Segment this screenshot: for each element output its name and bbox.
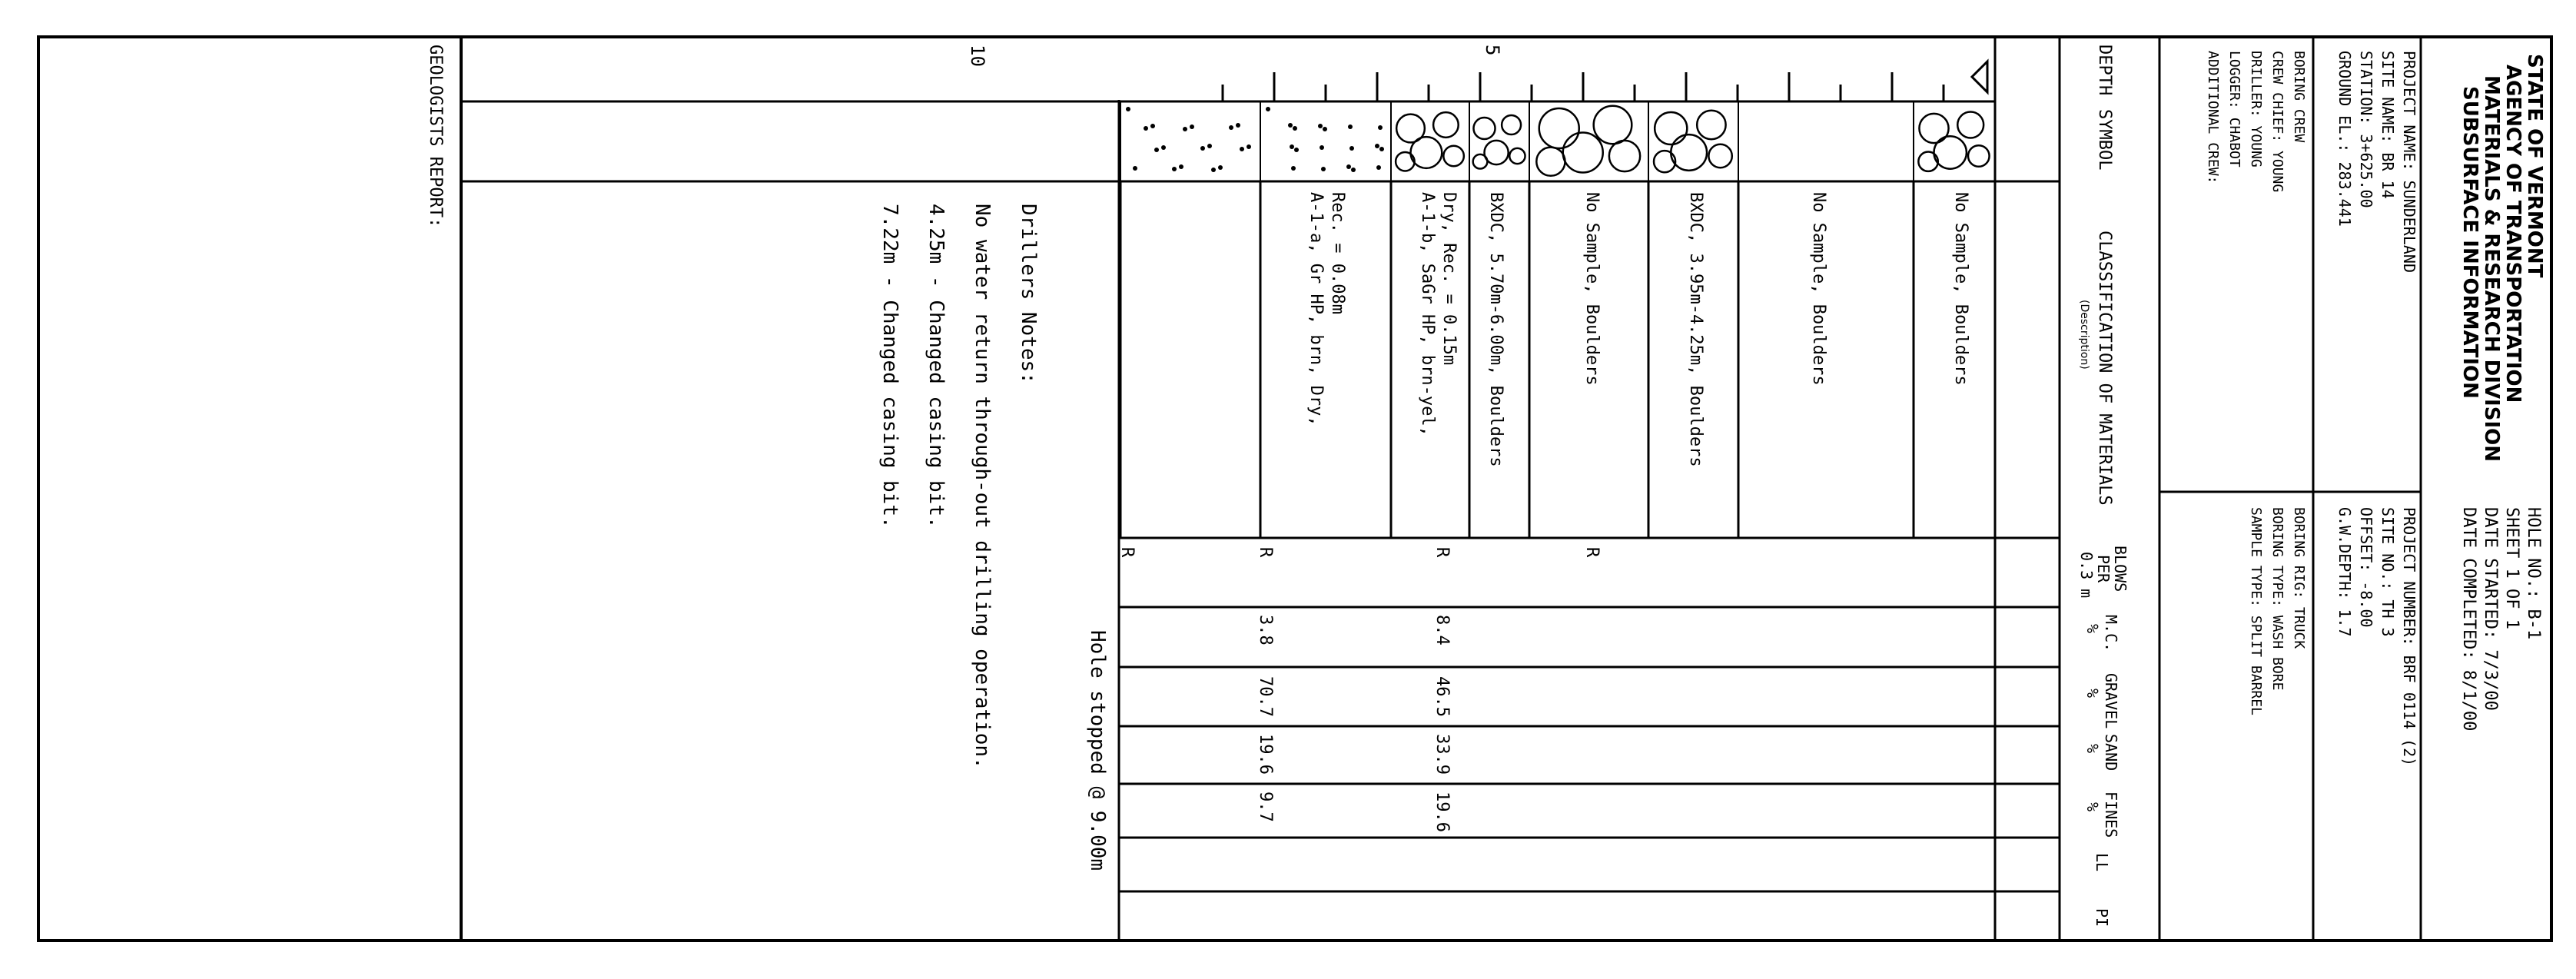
col-header-blows-2: PER [2094, 555, 2113, 583]
project-left-line: PROJECT NAME: SUNDERLAND [2400, 51, 2418, 273]
col-header-symbol: SYMBOL [2095, 109, 2114, 171]
crew-left-line: DRILLER: YOUNG [2248, 51, 2264, 168]
crew-left-line: LOGGER: CHABOT [2226, 51, 2242, 168]
blows-value: R [1432, 547, 1452, 558]
project-right-line: SITE NO.: TH 3 [2378, 507, 2397, 637]
agency-line: AGENCY OF TRANSPORTATION [2501, 65, 2525, 403]
hole-stopped-note: Hole stopped @ 9.00m [1086, 630, 1109, 871]
layer-description: BXDC, 5.70m-6.00m, Boulders [1486, 192, 1505, 467]
hole-info-line: DATE COMPLETED: 8/1/00 [2459, 507, 2478, 732]
drillers-note-line: No water return through-out drilling operation. [971, 204, 994, 769]
project-left-line: GROUND EL.: 283.441 [2335, 51, 2354, 227]
project-right-line: PROJECT NUMBER: BRF 0114 (2) [2400, 507, 2418, 767]
layer-description: Dry, Rec. = 0.15m [1439, 192, 1459, 366]
drillers-notes-title: Drillers Notes: [1017, 204, 1040, 384]
agency-line: STATE OF VERMONT [2523, 54, 2546, 278]
col-header-mc: M.C. [2102, 615, 2120, 652]
crew-left-line: ADDITIONAL CREW: [2205, 51, 2221, 184]
col-header-ll: LL [2093, 853, 2111, 872]
fines-value: 9.7 [1256, 791, 1275, 822]
crew-right-line: SAMPLE TYPE: SPLIT BARREL [2248, 507, 2264, 715]
blows-value: R [1582, 547, 1602, 558]
crew-right-line: BORING TYPE: WASH BORE [2269, 507, 2286, 691]
sand-value: 19.6 [1256, 734, 1275, 775]
blows-value: R [1256, 547, 1275, 558]
col-header-blows-3: 0.3 m [2077, 552, 2096, 599]
depth-label-10: 10 [967, 45, 988, 67]
fines-value: 19.6 [1432, 791, 1452, 832]
layer-description: BXDC, 3.95m-4.25m, Boulders [1686, 192, 1705, 467]
col-header-mc-2: % [2083, 624, 2102, 634]
col-header-depth: DEPTH [2095, 45, 2114, 96]
project-left-line: STATION: 3+625.00 [2357, 51, 2375, 208]
col-header-classification-sub: (Description) [2078, 300, 2090, 370]
drillers-note-line: 7.22m - Changed casing bit. [878, 204, 901, 529]
depth-label-5: 5 [1482, 45, 1503, 56]
project-right-line: OFFSET: -8.00 [2357, 507, 2375, 628]
project-right-line: G.W.DEPTH: 1.7 [2335, 507, 2354, 637]
gravel-value: 70.7 [1256, 676, 1275, 717]
col-header-gravel-2: % [2083, 689, 2102, 699]
mc-value: 3.8 [1256, 615, 1275, 645]
project-left-line: SITE NAME: BR 14 [2378, 51, 2397, 199]
geologists-report-label: GEOLOGISTS REPORT: [426, 45, 445, 228]
layer-description: A-1-a, Gr HP, brn, Dry, [1306, 192, 1326, 426]
layer-description: A-1-b, SaGr HP, brn-yel, [1418, 192, 1437, 436]
col-header-pi: PI [2093, 908, 2111, 928]
refusal-mark: R [1117, 547, 1137, 558]
hole-info-line: HOLE NO.: B-1 [2524, 507, 2543, 640]
crew-right-line: BORING RIG: TRUCK [2291, 507, 2307, 649]
agency-line: SUBSURFACE INFORMATION [2458, 86, 2481, 399]
col-header-fines-2: % [2083, 802, 2102, 812]
layer-description: No Sample, Boulders [1809, 192, 1828, 386]
col-header-sand: SAND [2102, 734, 2120, 772]
hole-info-line: DATE STARTED: 7/3/00 [2481, 507, 2500, 711]
col-header-blows: BLOWS [2111, 546, 2130, 592]
layer-description: No Sample, Boulders [1951, 192, 1970, 386]
layer-description: No Sample, Boulders [1582, 192, 1602, 386]
sand-value: 33.9 [1432, 734, 1452, 775]
drillers-note-line: 4.25m - Changed casing bit. [925, 204, 948, 529]
col-header-sand-2: % [2083, 744, 2102, 754]
crew-left-line: CREW CHIEF: YOUNG [2269, 51, 2286, 193]
gravel-value: 46.5 [1432, 676, 1452, 717]
col-header-gravel: GRAVEL [2102, 673, 2120, 729]
crew-left-line: BORING CREW [2291, 51, 2307, 143]
mc-value: 8.4 [1432, 615, 1452, 645]
hole-info-line: SHEET 1 OF 1 [2502, 507, 2521, 629]
col-header-classification: CLASSIFICATION OF MATERIALS [2095, 231, 2114, 506]
col-header-fines: FINES [2102, 791, 2120, 838]
layer-description: Rec. = 0.08m [1328, 192, 1347, 314]
agency-line: MATERIALS & RESEARCH DIVISION [2480, 75, 2503, 462]
